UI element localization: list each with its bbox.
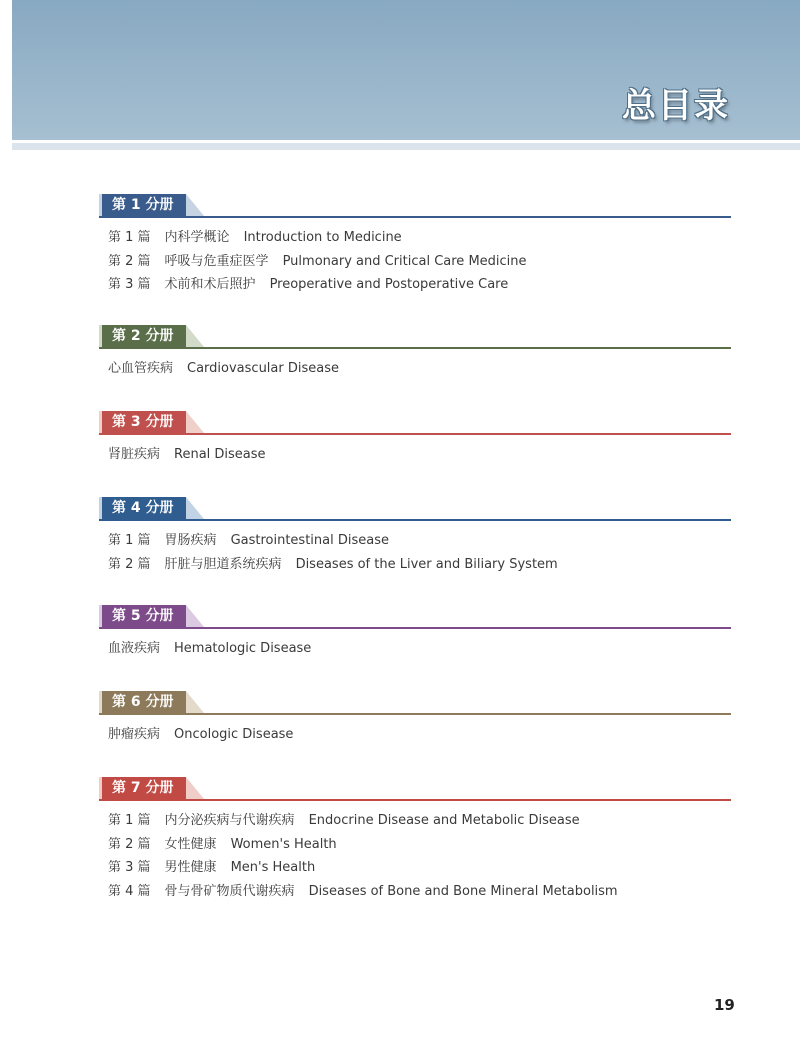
entry-title-en: Hematologic Disease xyxy=(174,641,312,656)
volume-6 xyxy=(99,689,731,747)
volume-tab-triangle xyxy=(186,194,204,216)
entry-title-zh: 心血管疾病 xyxy=(108,361,174,376)
entry-title-zh: 内分泌疾病与代谢疾病 xyxy=(164,813,295,828)
volume-label: 第 3 分册 xyxy=(99,411,186,433)
part-number: 第 1 篇 xyxy=(108,230,151,245)
volume-rule xyxy=(99,216,731,218)
volume-label: 第 7 分册 xyxy=(99,777,186,799)
volume-tab-triangle xyxy=(186,497,204,519)
volume-header xyxy=(99,495,731,521)
volume-rule xyxy=(99,433,731,435)
part-number: 第 3 篇 xyxy=(108,860,151,875)
entry-title-zh: 肝脏与胆道系统疾病 xyxy=(164,556,282,572)
volume-rule xyxy=(99,627,731,629)
entry-list xyxy=(99,723,731,747)
part-number: 第 2 篇 xyxy=(108,253,151,269)
entry-title-zh: 肾脏疾病 xyxy=(108,447,161,462)
entry-title-zh: 内科学概论 xyxy=(164,230,230,245)
volume-5 xyxy=(99,603,731,661)
volume-tab-triangle xyxy=(186,691,204,713)
entry-title-en: Cardiovascular Disease xyxy=(187,361,339,376)
entry-title-en: Preoperative and Postoperative Care xyxy=(269,277,509,292)
entry-list xyxy=(99,226,731,297)
volume-rule xyxy=(99,713,731,715)
page-number: 19 xyxy=(714,996,735,1014)
volume-label: 第 6 分册 xyxy=(99,691,186,713)
entry-list xyxy=(99,809,731,903)
volume-rule xyxy=(99,799,731,801)
entry-list xyxy=(99,637,731,661)
volume-header xyxy=(99,192,731,218)
volume-tab-triangle xyxy=(186,605,204,627)
volume-label: 第 4 分册 xyxy=(99,497,186,519)
volume-label: 第 5 分册 xyxy=(99,605,186,627)
volume-tab-triangle xyxy=(186,325,204,347)
part-number: 第 1 篇 xyxy=(108,533,151,548)
entry-title-en: Pulmonary and Critical Care Medicine xyxy=(282,253,527,269)
toc-entry[interactable] xyxy=(99,553,731,577)
volume-2 xyxy=(99,323,731,381)
toc-entry[interactable] xyxy=(99,443,731,467)
toc-entry[interactable] xyxy=(99,809,731,833)
volume-4 xyxy=(99,495,731,576)
volume-header xyxy=(99,689,731,715)
entry-title-en: Oncologic Disease xyxy=(174,727,294,742)
volume-3 xyxy=(99,409,731,467)
part-number: 第 1 篇 xyxy=(108,813,151,828)
toc-entry[interactable] xyxy=(99,833,731,857)
entry-title-zh: 女性健康 xyxy=(164,836,217,852)
entry-title-en: Men's Health xyxy=(230,860,316,875)
toc-entry[interactable] xyxy=(99,880,731,904)
part-number: 第 3 篇 xyxy=(108,277,151,292)
entry-list xyxy=(99,357,731,381)
part-number: 第 2 篇 xyxy=(108,556,151,572)
part-number: 第 2 篇 xyxy=(108,836,151,852)
part-number: 第 4 篇 xyxy=(108,883,151,899)
entry-title-zh: 骨与骨矿物质代谢疾病 xyxy=(164,883,295,899)
entry-title-en: Introduction to Medicine xyxy=(243,230,402,245)
volume-header xyxy=(99,775,731,801)
entry-title-en: Diseases of Bone and Bone Mineral Metabolism xyxy=(308,883,618,899)
entry-list xyxy=(99,443,731,467)
volume-header xyxy=(99,323,731,349)
toc-entry[interactable] xyxy=(99,856,731,880)
entry-list xyxy=(99,529,731,576)
toc-entry[interactable] xyxy=(99,357,731,381)
volume-rule xyxy=(99,347,731,349)
toc-entry[interactable] xyxy=(99,637,731,661)
toc-entry[interactable] xyxy=(99,529,731,553)
volume-header xyxy=(99,603,731,629)
entry-title-en: Women's Health xyxy=(230,836,337,852)
entry-title-en: Endocrine Disease and Metabolic Disease xyxy=(308,813,580,828)
toc-entry[interactable] xyxy=(99,723,731,747)
volume-rule xyxy=(99,519,731,521)
entry-title-zh: 肿瘤疾病 xyxy=(108,727,161,742)
entry-title-zh: 呼吸与危重症医学 xyxy=(164,253,269,269)
toc-entry[interactable] xyxy=(99,226,731,250)
volume-7 xyxy=(99,775,731,903)
entry-title-zh: 男性健康 xyxy=(164,860,217,875)
volume-label: 第 1 分册 xyxy=(99,194,186,216)
volume-header xyxy=(99,409,731,435)
volume-tab-triangle xyxy=(186,777,204,799)
volume-label: 第 2 分册 xyxy=(99,325,186,347)
entry-title-en: Gastrointestinal Disease xyxy=(230,533,389,548)
entry-title-zh: 术前和术后照护 xyxy=(164,277,256,292)
page-title: 总目录 xyxy=(622,86,730,126)
toc-entry[interactable] xyxy=(99,273,731,297)
toc-entry[interactable] xyxy=(99,250,731,274)
volume-1 xyxy=(99,192,731,297)
entry-title-en: Diseases of the Liver and Biliary System xyxy=(295,556,558,572)
entry-title-en: Renal Disease xyxy=(174,447,266,462)
volume-tab-triangle xyxy=(186,411,204,433)
entry-title-zh: 血液疾病 xyxy=(108,641,161,656)
entry-title-zh: 胃肠疾病 xyxy=(164,533,217,548)
